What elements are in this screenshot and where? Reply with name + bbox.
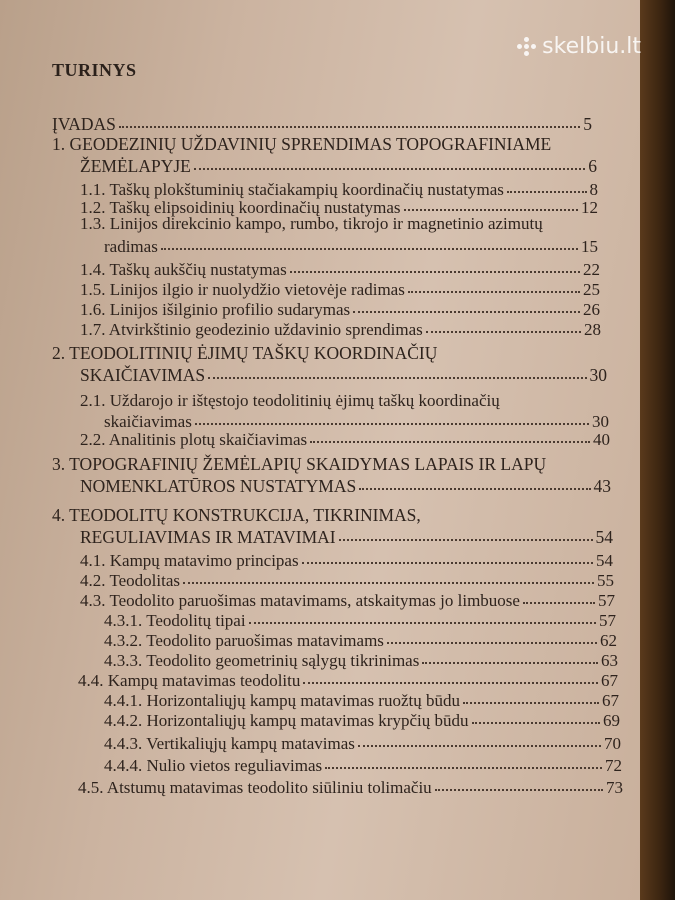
toc-entry-2-1-line1: 2.1. Uždarojo ir ištęstojo teodolitinių ėjimų taškų koordinačių (80, 391, 500, 410)
toc-entry-3 (80, 477, 611, 495)
toc-entry-page: 43 (593, 476, 611, 496)
toc-entry-label: 4.2. Teodolitas (80, 571, 181, 590)
toc-entry-page: 73 (606, 778, 623, 797)
toc-entry-page: 12 (581, 198, 598, 217)
toc-entry-1 (80, 157, 597, 175)
toc-entry-label: 4.4.1. Horizontaliųjų kampų matavimas ruožtų būdu (104, 691, 460, 710)
toc-entry-label: radimas (104, 237, 158, 256)
toc-entry-page: 15 (581, 237, 598, 256)
toc-entry-page: 67 (601, 671, 618, 690)
toc-entry-page: 28 (584, 320, 601, 339)
book-spine (640, 0, 675, 900)
toc-entry-4-3-3 (104, 652, 618, 670)
toc-entry-1-3-line1: 1.3. Linijos direkcinio kampo, rumbo, tikrojo ir magnetinio azimutų (80, 214, 543, 233)
dot-leader (195, 419, 589, 425)
dot-leader (353, 307, 580, 313)
toc-entry-4-2 (80, 572, 614, 590)
toc-entry-label: ĮVADAS (52, 114, 116, 134)
toc-entry-label: REGULIAVIMAS IR MATAVIMAI (80, 527, 336, 547)
dot-leader (472, 718, 601, 724)
toc-entry-4-5 (78, 779, 623, 797)
dot-leader (422, 658, 598, 664)
dot-leader (208, 373, 586, 379)
toc-entry-label: 4.4.4. Nulio vietos reguliavimas (104, 756, 323, 775)
toc-entry-page: 54 (596, 551, 613, 570)
toc-entry-page: 55 (597, 571, 614, 590)
toc-entry-page: 57 (599, 611, 616, 630)
dot-leader (387, 638, 597, 644)
toc-entry-page: 5 (583, 114, 592, 134)
toc-entry-label: 4.4. Kampų matavimas teodolitu (78, 671, 301, 690)
toc-entry-2-2 (80, 431, 610, 449)
toc-entry-page: 62 (600, 631, 617, 650)
dot-leader (310, 437, 590, 443)
toc-entry-page: 67 (602, 691, 619, 710)
dot-leader (119, 122, 580, 128)
toc-entry-label: 4.3.3. Teodolito geometrinių sąlygų tikrinimas (104, 651, 420, 670)
toc-entry-label: 4.4.2. Horizontaliųjų kampų matavimas krypčių būdu (104, 711, 469, 730)
toc-entry-label: 1.7. Atvirkštinio geodezinio uždavinio sprendimas (80, 320, 423, 339)
toc-entry-4-4 (78, 672, 618, 690)
toc-entry-2 (80, 366, 607, 384)
watermark (517, 34, 641, 59)
dot-leader (183, 578, 594, 584)
toc-entry-label: SKAIČIAVIMAS (80, 365, 206, 385)
toc-entry-2-1 (104, 413, 609, 431)
toc-entry-label: 1.6. Linijos išilginio profilio sudarymas (80, 300, 351, 319)
toc-entry-page: 25 (583, 280, 600, 299)
toc-entry-4-4-4 (104, 757, 622, 775)
toc-entry-1-4 (80, 261, 600, 279)
toc-entry-4-3 (80, 592, 615, 610)
toc-entry-label: 4.5. Atstumų matavimas teodolito siūliniu tolimačiu (78, 778, 432, 797)
toc-entry-page: 22 (583, 260, 600, 279)
toc-entry-1-line1: 1. GEODEZINIŲ UŽDAVINIŲ SPRENDIMAS TOPOGRAFINIAME (52, 134, 552, 154)
toc-entry-4-3-2 (104, 632, 617, 650)
toc-entry-label: skaičiavimas (104, 412, 192, 431)
watermark-text: skelbiu.lt (542, 34, 641, 59)
toc-entry-2-line1: 2. TEODOLITINIŲ ĖJIMŲ TAŠKŲ KOORDINAČIŲ (52, 343, 438, 363)
toc-entry-label: 4.3.1. Teodolitų tipai (104, 611, 246, 630)
toc-entry-page: 69 (603, 711, 620, 730)
dot-leader (161, 244, 578, 250)
toc-entry-page: 54 (595, 527, 613, 547)
toc-entry-1-7 (80, 321, 601, 339)
toc-heading: TURINYS (52, 60, 137, 80)
dot-leader (302, 558, 593, 564)
toc-entry-4-3-1 (104, 612, 616, 630)
toc-entry-label: 4.4.3. Vertikaliųjų kampų matavimas (104, 734, 355, 753)
dot-leader (507, 187, 587, 193)
toc-entry-page: 70 (604, 734, 621, 753)
toc-entry-label: 4.3. Teodolito paruošimas matavimams, atskaitymas jo limbuose (80, 591, 520, 610)
toc-entry-4-1 (80, 552, 613, 570)
dot-leader (359, 484, 590, 490)
toc-entry-label: 1.5. Linijos ilgio ir nuolydžio vietovėje radimas (80, 280, 405, 299)
toc-entry-1-1 (80, 181, 598, 199)
toc-entry-4-line1: 4. TEODOLITŲ KONSTRUKCIJA, TIKRINIMAS, (52, 505, 421, 525)
toc-entry-1-3 (104, 238, 598, 256)
toc-entry-page: 8 (589, 180, 598, 199)
toc-entry-page: 72 (605, 756, 622, 775)
toc-entry-page: 30 (589, 365, 607, 385)
toc-entry-page: 30 (592, 412, 609, 431)
toc-entry-label: ŽEMĖLAPYJE (80, 156, 191, 176)
dot-leader (426, 327, 581, 333)
toc-entry-1-6 (80, 301, 600, 319)
toc-entry-page: 57 (598, 591, 615, 610)
dot-leader (303, 678, 598, 684)
toc-entry-label: 4.1. Kampų matavimo principas (80, 551, 299, 570)
dot-leader (249, 618, 596, 624)
toc-entry-3-line1: 3. TOPOGRAFINIŲ ŽEMĖLAPIŲ SKAIDYMAS LAPAIS IR LAPŲ (52, 454, 547, 474)
watermark-logo-icon (517, 37, 536, 56)
toc-entry-1-5 (80, 281, 600, 299)
toc-entry-label: 1.2. Taškų elipsoidinių koordinačių nustatymas (80, 198, 401, 217)
toc-entry-page: 26 (583, 300, 600, 319)
dot-leader (408, 287, 580, 293)
toc-entry-label: 1.4. Taškų aukščių nustatymas (80, 260, 287, 279)
dot-leader (325, 763, 602, 769)
toc-entry-ivadas (52, 115, 592, 133)
toc-entry-label: 1.1. Taškų plokštuminių stačiakampių koordinačių nustatymas (80, 180, 504, 199)
dot-leader (339, 535, 593, 541)
toc-entry-page: 6 (588, 156, 597, 176)
toc-entry-4 (80, 528, 613, 546)
dot-leader (404, 205, 578, 211)
toc-entry-label: NOMENKLATŪROS NUSTATYMAS (80, 476, 357, 496)
toc-entry-page: 40 (593, 430, 610, 449)
dot-leader (435, 785, 603, 791)
toc-entry-label: 2.2. Analitinis plotų skaičiavimas (80, 430, 308, 449)
dot-leader (463, 698, 599, 704)
toc-entry-4-4-1 (104, 692, 619, 710)
dot-leader (358, 741, 601, 747)
toc-entry-4-4-3 (104, 735, 621, 753)
dot-leader (523, 598, 595, 604)
dot-leader (290, 267, 580, 273)
toc-entry-page: 63 (601, 651, 618, 670)
toc-entry-label: 4.3.2. Teodolito paruošimas matavimams (104, 631, 384, 650)
dot-leader (194, 164, 585, 170)
toc-entry-4-4-2 (104, 712, 620, 730)
